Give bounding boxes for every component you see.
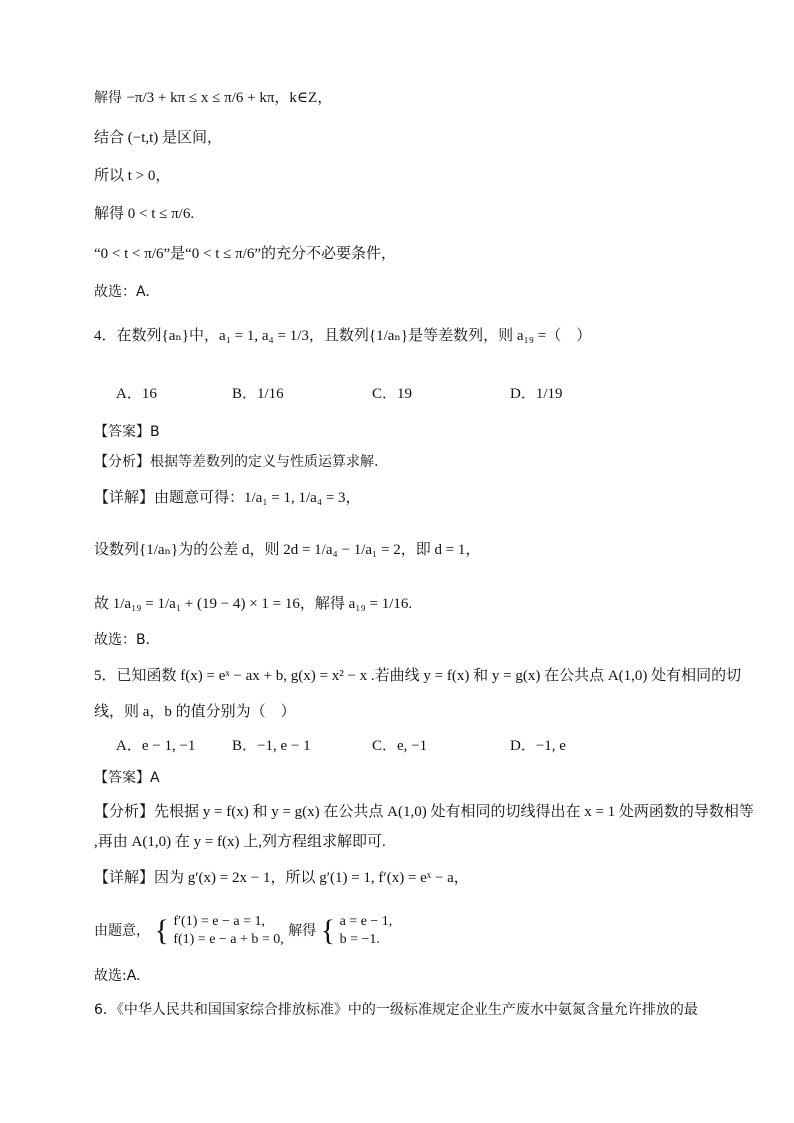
q5-choice: 故选:A. xyxy=(94,968,141,984)
q5-stem-2: 线，则 a，b 的值分别为（ ） xyxy=(94,704,296,720)
left-brace-icon: { xyxy=(154,914,169,947)
q5-option-b: B．−1, e − 1 xyxy=(232,738,311,754)
interval-line: 结合 (−t,t) 是区间， xyxy=(94,130,223,146)
q5-detail-1: 【详解】因为 g′(x) = 2x − 1，所以 g′(1) = 1, f′(x) = eˣ − a， xyxy=(94,870,469,886)
q4-detail-1: 【详解】由题意可得：1/a₁ = 1, 1/a₄ = 3， xyxy=(94,490,361,506)
q5-equation-system: f′(1) = e − a = 1, f(1) = e − a + b = 0, xyxy=(173,914,284,947)
q5-answer: 【答案】A xyxy=(94,770,160,786)
q5-analysis-1: 【分析】先根据 y = f(x) 和 y = g(x) 在公共点 A(1,0) 处有相同的切线得出在 x = 1 处两函数的导数相等 xyxy=(94,804,754,820)
q4-detail-2: 设数列{1/aₙ}为的公差 d，则 2d = 1/a₄ − 1/a₁ = 2，即 d = 1， xyxy=(94,542,481,558)
q4-answer: 【答案】B xyxy=(94,424,160,440)
choice-line-q3: 故选：A. xyxy=(94,284,150,300)
q4-option-a: A．16 xyxy=(116,386,157,402)
q5-option-c: C．e, −1 xyxy=(372,738,428,754)
q5-analysis-2: ,再由 A(1,0) 在 y = f(x) 上,列方程组求解即可. xyxy=(94,834,386,850)
solve-inequality-line: 解得 −π/3 + kπ ≤ x ≤ π/6 + kπ，k∈Z， xyxy=(94,90,333,106)
q4-detail-3: 故 1/a₁₉ = 1/a₁ + (19 − 4) × 1 = 16，解得 a₁₉ = 1/16. xyxy=(94,596,413,612)
q5-stem-1: 5．已知函数 f(x) = eˣ − ax + b, g(x) = x² − x .若曲线 y = f(x) 和 y = g(x) 在公共点 A(1,0) 处有相同的切 xyxy=(94,668,742,684)
q4-option-d: D．1/19 xyxy=(510,386,563,402)
q5-option-a: A．e − 1, −1 xyxy=(116,738,196,754)
q6-stem: 6．《中华人民共和国国家综合排放标准》中的一级标准规定企业生产废水中氨氮含量允许排放的最 xyxy=(94,1002,698,1018)
q4-analysis: 【分析】根据等差数列的定义与性质运算求解. xyxy=(94,454,379,470)
q4-option-b: B．1/16 xyxy=(232,386,284,402)
q5-solution-system: a = e − 1, b = −1. xyxy=(339,914,393,947)
q4-choice: 故选：B． xyxy=(94,632,160,648)
inequality-math: −π/3 + kπ ≤ x ≤ π/6 + kπ，k∈Z， xyxy=(126,90,333,106)
t-positive-line: 所以 t > 0， xyxy=(94,168,171,184)
t-range-line: 解得 0 < t ≤ π/6. xyxy=(94,206,195,222)
q5-option-d: D．−1, e xyxy=(510,738,566,754)
condition-line: “0 < t < π/6”是“0 < t ≤ π/6”的充分不必要条件， xyxy=(94,246,397,262)
left-brace-icon: { xyxy=(320,914,336,947)
q4-stem: 4．在数列{aₙ}中，a₁ = 1, a₄ = 1/3，且数列{1/aₙ}是等差数列，则 a₁₉ =（ ） xyxy=(94,328,592,344)
q4-option-c: C．19 xyxy=(372,386,413,402)
q5-detail-2: 由题意， { f′(1) = e − a = 1, f(1) = e − a + b = 0, 解得 { a = e − 1, b = −1. xyxy=(94,914,393,947)
